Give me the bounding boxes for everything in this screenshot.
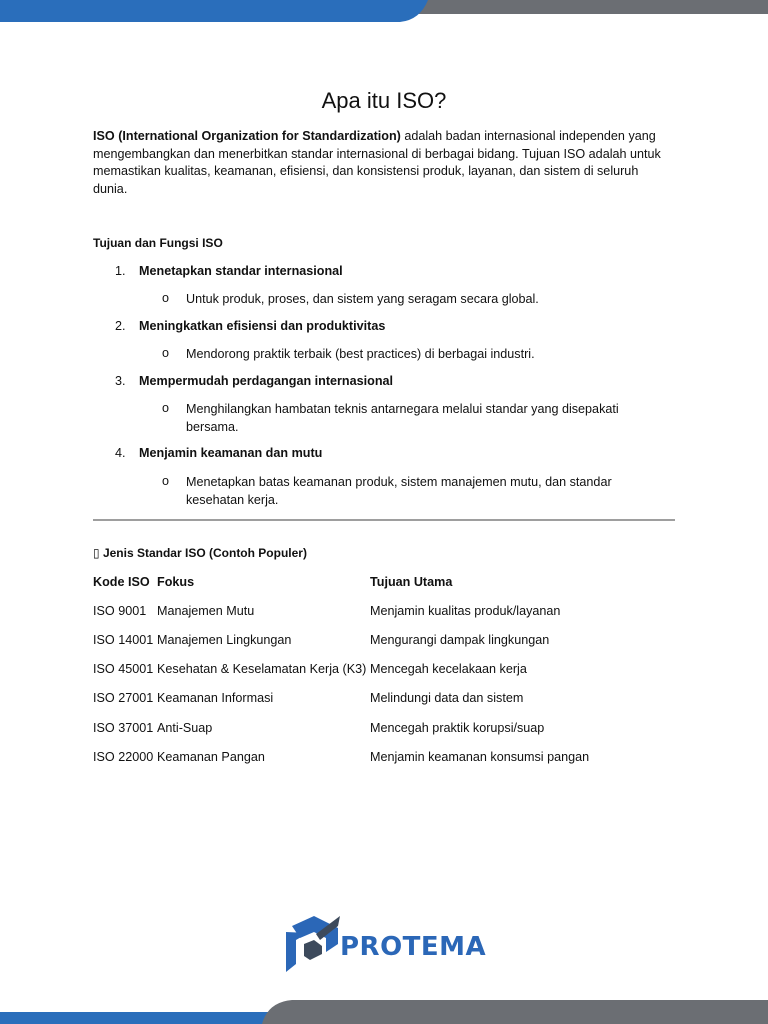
cell-code: ISO 37001 xyxy=(93,721,154,735)
goal-description: Mendorong praktik terbaik (best practices) di berbagai industri. xyxy=(186,347,535,361)
goal-label: Menjamin keamanan dan mutu xyxy=(139,446,323,460)
header-band-blue xyxy=(0,0,428,22)
cell-goal: Mencegah praktik korupsi/suap xyxy=(370,721,545,735)
cell-code: ISO 45001 xyxy=(93,662,154,676)
footer-band xyxy=(0,1000,768,1024)
standards-heading xyxy=(93,546,307,560)
page-title: Apa itu ISO? xyxy=(321,88,447,113)
goal-description: Menetapkan batas keamanan produk, sistem manajemen mutu, dan standar kesehatan kerja. xyxy=(186,475,612,507)
cell-focus: Manajemen Mutu xyxy=(157,604,255,618)
cell-focus: Anti-Suap xyxy=(157,721,213,735)
cell-goal: Melindungi data dan sistem xyxy=(370,691,524,705)
column-header-focus: Fokus xyxy=(157,575,195,589)
missing-glyph-icon: ▯ xyxy=(93,546,100,560)
protema-logo-icon xyxy=(282,914,342,976)
goal-number: 1. xyxy=(115,264,126,278)
column-header-code: Kode ISO xyxy=(93,575,150,589)
cell-focus: Kesehatan & Keselamatan Kerja (K3) xyxy=(157,662,367,676)
cell-code: ISO 14001 xyxy=(93,633,154,647)
intro-paragraph xyxy=(93,128,668,198)
protema-logo xyxy=(282,914,492,976)
bullet-icon: o xyxy=(162,346,170,360)
cell-focus: Keamanan Pangan xyxy=(157,750,265,764)
cell-goal: Mencegah kecelakaan kerja xyxy=(370,662,527,676)
bullet-icon: o xyxy=(162,291,170,305)
goal-number: 3. xyxy=(115,374,126,388)
cell-goal: Menjamin kualitas produk/layanan xyxy=(370,604,561,618)
standards-heading-text: Jenis Standar ISO (Contoh Populer) xyxy=(102,546,307,560)
cell-code: ISO 27001 xyxy=(93,691,154,705)
cell-goal: Mengurangi dampak lingkungan xyxy=(370,633,550,647)
bullet-icon: o xyxy=(162,474,170,488)
goal-label: Mempermudah perdagangan internasional xyxy=(139,374,394,388)
bullet-icon: o xyxy=(162,401,170,415)
protema-logo-text: PROTEMA xyxy=(340,932,487,962)
column-header-goal: Tujuan Utama xyxy=(370,575,453,589)
intro-bold-term: ISO (International Organization for Standardization) xyxy=(93,129,401,143)
header-band xyxy=(0,0,768,24)
section-divider xyxy=(93,519,675,521)
cell-focus: Keamanan Informasi xyxy=(157,691,274,705)
cell-code: ISO 9001 xyxy=(93,604,147,618)
cell-focus: Manajemen Lingkungan xyxy=(157,633,292,647)
goal-label: Menetapkan standar internasional xyxy=(139,264,343,278)
goal-description: Menghilangkan hambatan teknis antarnegara melalui standar yang disepakati bersama. xyxy=(186,402,619,434)
goal-number: 4. xyxy=(115,446,126,460)
goal-number: 2. xyxy=(115,319,126,333)
intro-text: adalah badan internasional independen yang mengembangkan dan menerbitkan standar internasional di berbagai bidang. Tujuan ISO adalah untuk memastikan kualitas, keamanan, efisiensi, dan konsistensi produk, layanan, dan sistem di seluruh dunia. xyxy=(93,129,661,196)
cell-code: ISO 22000 xyxy=(93,750,154,764)
goal-description: Untuk produk, proses, dan sistem yang seragam secara global. xyxy=(186,292,539,306)
goals-heading: Tujuan dan Fungsi ISO xyxy=(93,236,223,250)
goal-label: Meningkatkan efisiensi dan produktivitas xyxy=(139,319,386,333)
cell-goal: Menjamin keamanan konsumsi pangan xyxy=(370,750,590,764)
footer-band-gray xyxy=(262,1000,768,1024)
